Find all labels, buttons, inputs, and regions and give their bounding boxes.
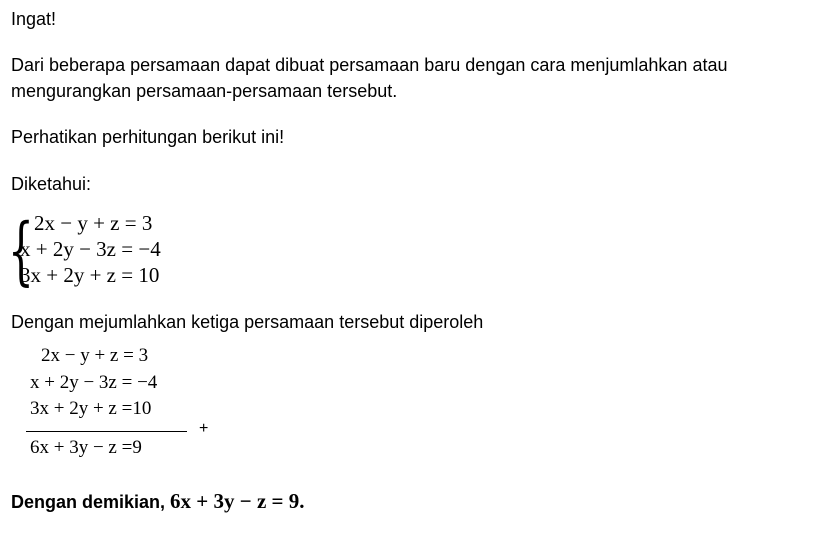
addition-operator: + <box>199 420 209 437</box>
system-equation-1: 2x − y + z = 3 <box>34 211 153 235</box>
conclusion-text: Dengan demikian, <box>11 492 171 512</box>
system-equation-3: 3x + 2y + z = 10 <box>20 263 160 287</box>
paragraph-intro: Dari beberapa persamaan dapat dibuat persamaan baru dengan cara menjumlahkan atau mengurangkan persamaan-persamaan tersebut. <box>11 55 728 101</box>
paragraph-instruction: Perhatikan perhitungan berikut ini! <box>11 127 285 147</box>
left-brace-icon: { <box>8 208 34 294</box>
sum-intro: Dengan mejumlahkan ketiga persamaan tersebut diperoleh <box>11 312 484 332</box>
addition-line-3: 3x + 2y + z =10 <box>30 398 152 419</box>
addition-line-1: 2x − y + z = 3 <box>41 345 149 366</box>
system-equation-2: x + 2y − 3z = −4 <box>20 237 161 261</box>
known-label: Diketahui: <box>11 174 92 194</box>
heading: Ingat! <box>11 9 57 29</box>
conclusion-equation: 6x + 3y − z = 9. <box>170 489 305 513</box>
conclusion <box>11 488 305 515</box>
addition-rule <box>26 431 187 432</box>
addition-line-2: x + 2y − 3z = −4 <box>30 372 158 393</box>
addition-result: 6x + 3y − z =9 <box>30 437 142 458</box>
